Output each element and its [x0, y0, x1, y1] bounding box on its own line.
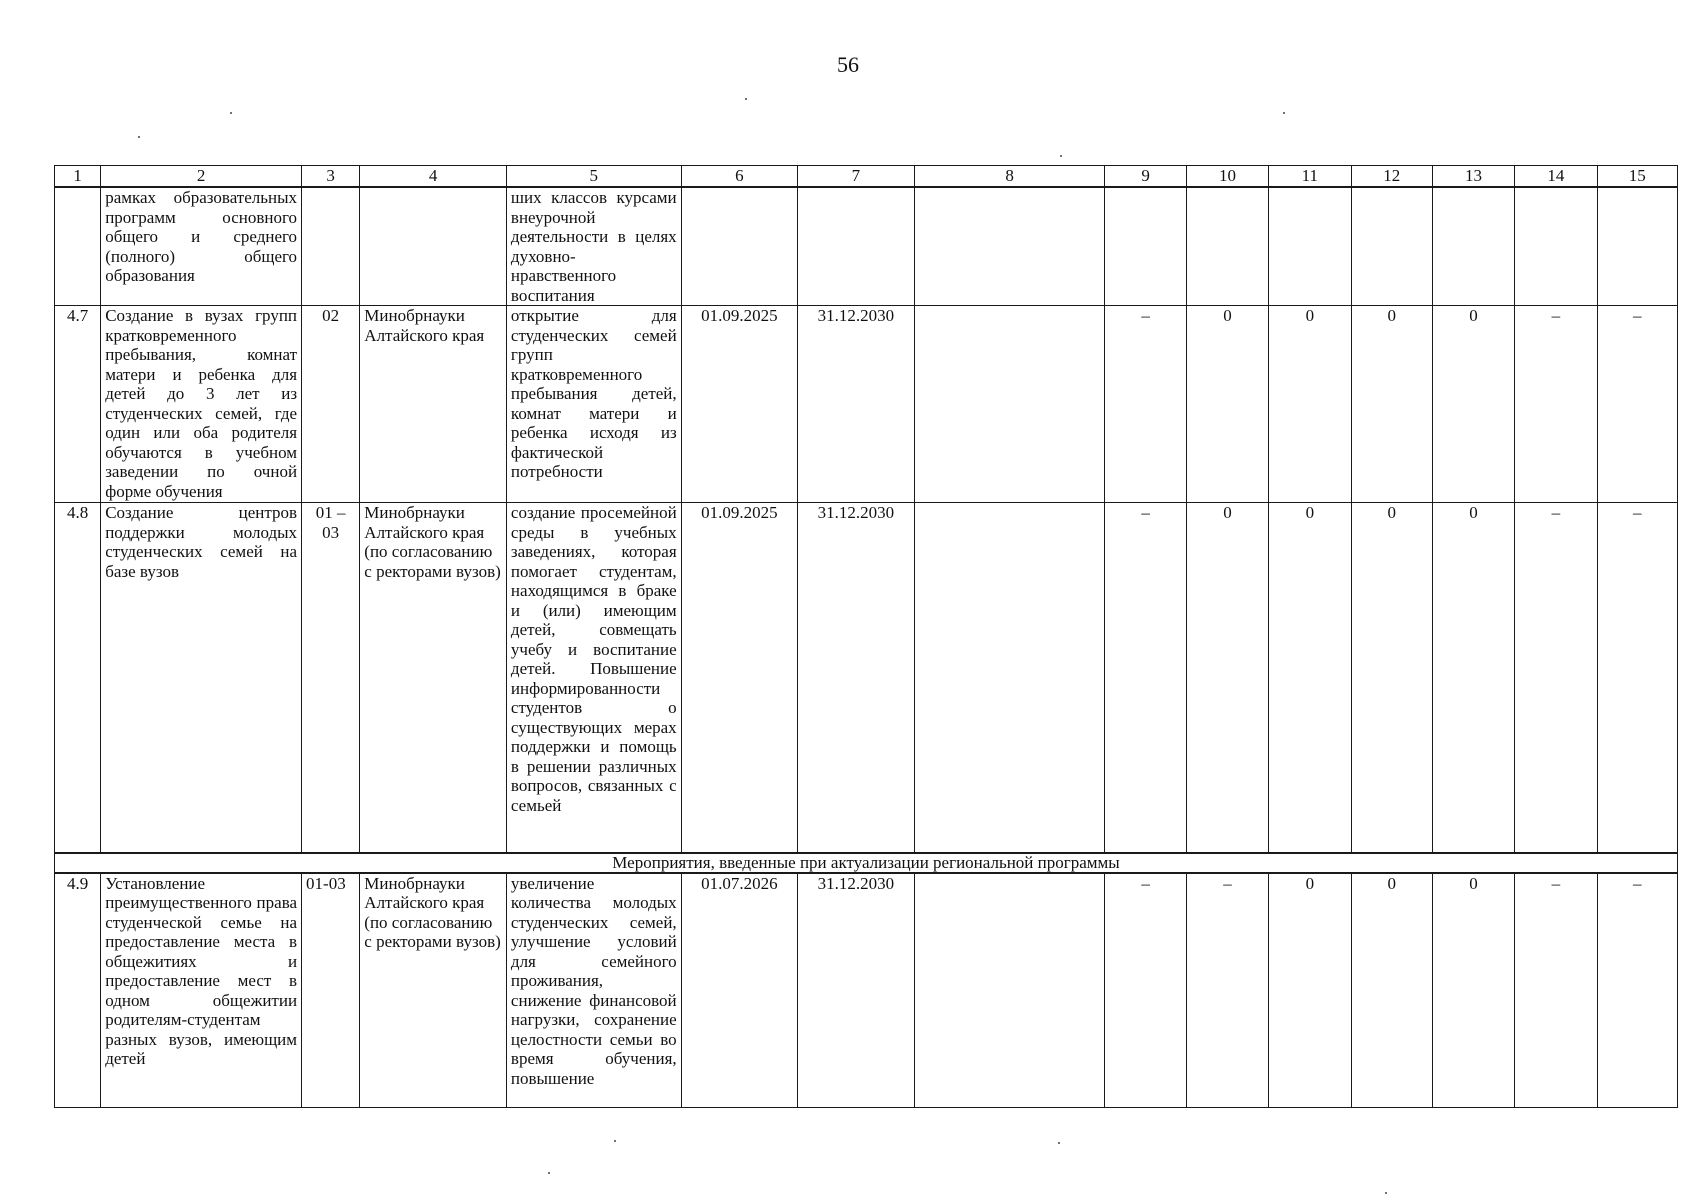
- cell-col-8: [914, 187, 1105, 306]
- scan-speck: [1283, 112, 1285, 114]
- cell-col-15: [1597, 187, 1677, 306]
- measure-name: рамках образовательных программ основного общего и среднего (полного) общего образования: [101, 187, 302, 306]
- executor: [360, 187, 507, 306]
- cell-col-12: 0: [1351, 873, 1432, 1108]
- direction-code: 01 – 03: [302, 503, 360, 853]
- start-date: 01.09.2025: [681, 503, 798, 853]
- col-header-8: 8: [914, 166, 1105, 188]
- start-date: [681, 187, 798, 306]
- cell-col-14: [1515, 187, 1597, 306]
- end-date: [798, 187, 915, 306]
- scan-speck: [548, 1172, 550, 1174]
- direction-code: [302, 187, 360, 306]
- cell-col-11: [1269, 187, 1351, 306]
- scan-speck: [1058, 1142, 1060, 1144]
- cell-col-10: 0: [1186, 306, 1268, 503]
- cell-col-15: –: [1597, 873, 1677, 1108]
- scan-speck: [230, 112, 232, 114]
- scan-speck: [138, 136, 140, 138]
- cell-col-11: 0: [1269, 503, 1351, 853]
- col-header-13: 13: [1432, 166, 1514, 188]
- col-header-4: 4: [360, 166, 507, 188]
- executor: Минобрнауки Алтайского края: [360, 306, 507, 503]
- end-date: 31.12.2030: [798, 503, 915, 853]
- cell-col-9: –: [1105, 306, 1186, 503]
- cell-col-14: –: [1515, 873, 1597, 1108]
- page-number: 56: [837, 52, 859, 77]
- scan-speck: [614, 1140, 616, 1142]
- start-date: 01.09.2025: [681, 306, 798, 503]
- col-header-6: 6: [681, 166, 798, 188]
- cell-col-9: [1105, 187, 1186, 306]
- table-row: [55, 503, 1678, 853]
- cell-col-8: [914, 873, 1105, 1108]
- table-row: [55, 306, 1678, 503]
- measure-name: Создание центров поддержки молодых студенческих семей на базе вузов: [101, 503, 302, 853]
- scan-speck: [745, 98, 747, 100]
- cell-col-13: 0: [1432, 306, 1514, 503]
- scan-speck: [1385, 1192, 1387, 1194]
- scan-speck: [1060, 155, 1062, 157]
- cell-col-12: 0: [1351, 306, 1432, 503]
- row-number: [55, 187, 101, 306]
- row-number: 4.8: [55, 503, 101, 853]
- table-row: [55, 187, 1678, 306]
- cell-col-13: [1432, 187, 1514, 306]
- program-measures-table: [54, 165, 1678, 1108]
- expected-result: создание просемейной среды в учебных заведениях, которая помогает студентам, находящимся в браке и (или) имеющим детей, совмещать учебу и воспитание детей. Повышение информированности студентов о существующих мерах поддержки и помощь в решении различных вопросов, связанных с семьей: [506, 503, 681, 853]
- measure-name: Создание в вузах групп кратковременного пребывания, комнат матери и ребенка для детей до 3 лет из студенческих семей, где один или оба родителя обучаются в учебном заведении по очной форме обучения: [101, 306, 302, 503]
- cell-col-14: –: [1515, 503, 1597, 853]
- cell-col-12: 0: [1351, 503, 1432, 853]
- col-header-14: 14: [1515, 166, 1597, 188]
- cell-col-11: 0: [1269, 306, 1351, 503]
- col-header-10: 10: [1186, 166, 1268, 188]
- cell-col-10: –: [1186, 873, 1268, 1108]
- col-header-2: 2: [101, 166, 302, 188]
- cell-col-14: –: [1515, 306, 1597, 503]
- expected-result: увеличение количества молодых студенческих семей, улучшение условий для семейного проживания, снижение финансовой нагрузки, сохранение целостности семьи во время обучения, повышение: [506, 873, 681, 1108]
- col-header-11: 11: [1269, 166, 1351, 188]
- direction-code: 01-03: [302, 873, 360, 1108]
- cell-col-8: [914, 503, 1105, 853]
- cell-col-13: 0: [1432, 873, 1514, 1108]
- cell-col-15: –: [1597, 503, 1677, 853]
- measure-name: Установление преимущественного права студенческой семье на предоставление места в общежитиях и предоставление мест в одном общежитии родителям-студентам разных вузов, имеющим детей: [101, 873, 302, 1108]
- expected-result: ших классов курсами внеурочной деятельности в целях духовно-нравственного воспитания: [506, 187, 681, 306]
- expected-result: открытие для студенческих семей групп кратковременного пребывания детей, комнат матери и ребенка исходя из фактической потребности: [506, 306, 681, 503]
- col-header-12: 12: [1351, 166, 1432, 188]
- end-date: 31.12.2030: [798, 873, 915, 1108]
- executor: Минобрнауки Алтайского края (по согласованию с ректорами вузов): [360, 503, 507, 853]
- cell-col-9: –: [1105, 873, 1186, 1108]
- cell-col-10: [1186, 187, 1268, 306]
- col-header-7: 7: [798, 166, 915, 188]
- row-number: 4.9: [55, 873, 101, 1108]
- row-number: 4.7: [55, 306, 101, 503]
- col-header-1: 1: [55, 166, 101, 188]
- col-header-15: 15: [1597, 166, 1677, 188]
- executor: Минобрнауки Алтайского края (по согласованию с ректорами вузов): [360, 873, 507, 1108]
- col-header-5: 5: [506, 166, 681, 188]
- cell-col-10: 0: [1186, 503, 1268, 853]
- table-row: [55, 873, 1678, 1108]
- section-header-row: [55, 853, 1678, 873]
- direction-code: 02: [302, 306, 360, 503]
- cell-col-11: 0: [1269, 873, 1351, 1108]
- cell-col-8: [914, 306, 1105, 503]
- start-date: 01.07.2026: [681, 873, 798, 1108]
- section-header: Мероприятия, введенные при актуализации региональной программы: [55, 853, 1678, 873]
- end-date: 31.12.2030: [798, 306, 915, 503]
- cell-col-9: –: [1105, 503, 1186, 853]
- column-number-row: [55, 166, 1678, 188]
- col-header-3: 3: [302, 166, 360, 188]
- cell-col-13: 0: [1432, 503, 1514, 853]
- cell-col-15: –: [1597, 306, 1677, 503]
- col-header-9: 9: [1105, 166, 1186, 188]
- cell-col-12: [1351, 187, 1432, 306]
